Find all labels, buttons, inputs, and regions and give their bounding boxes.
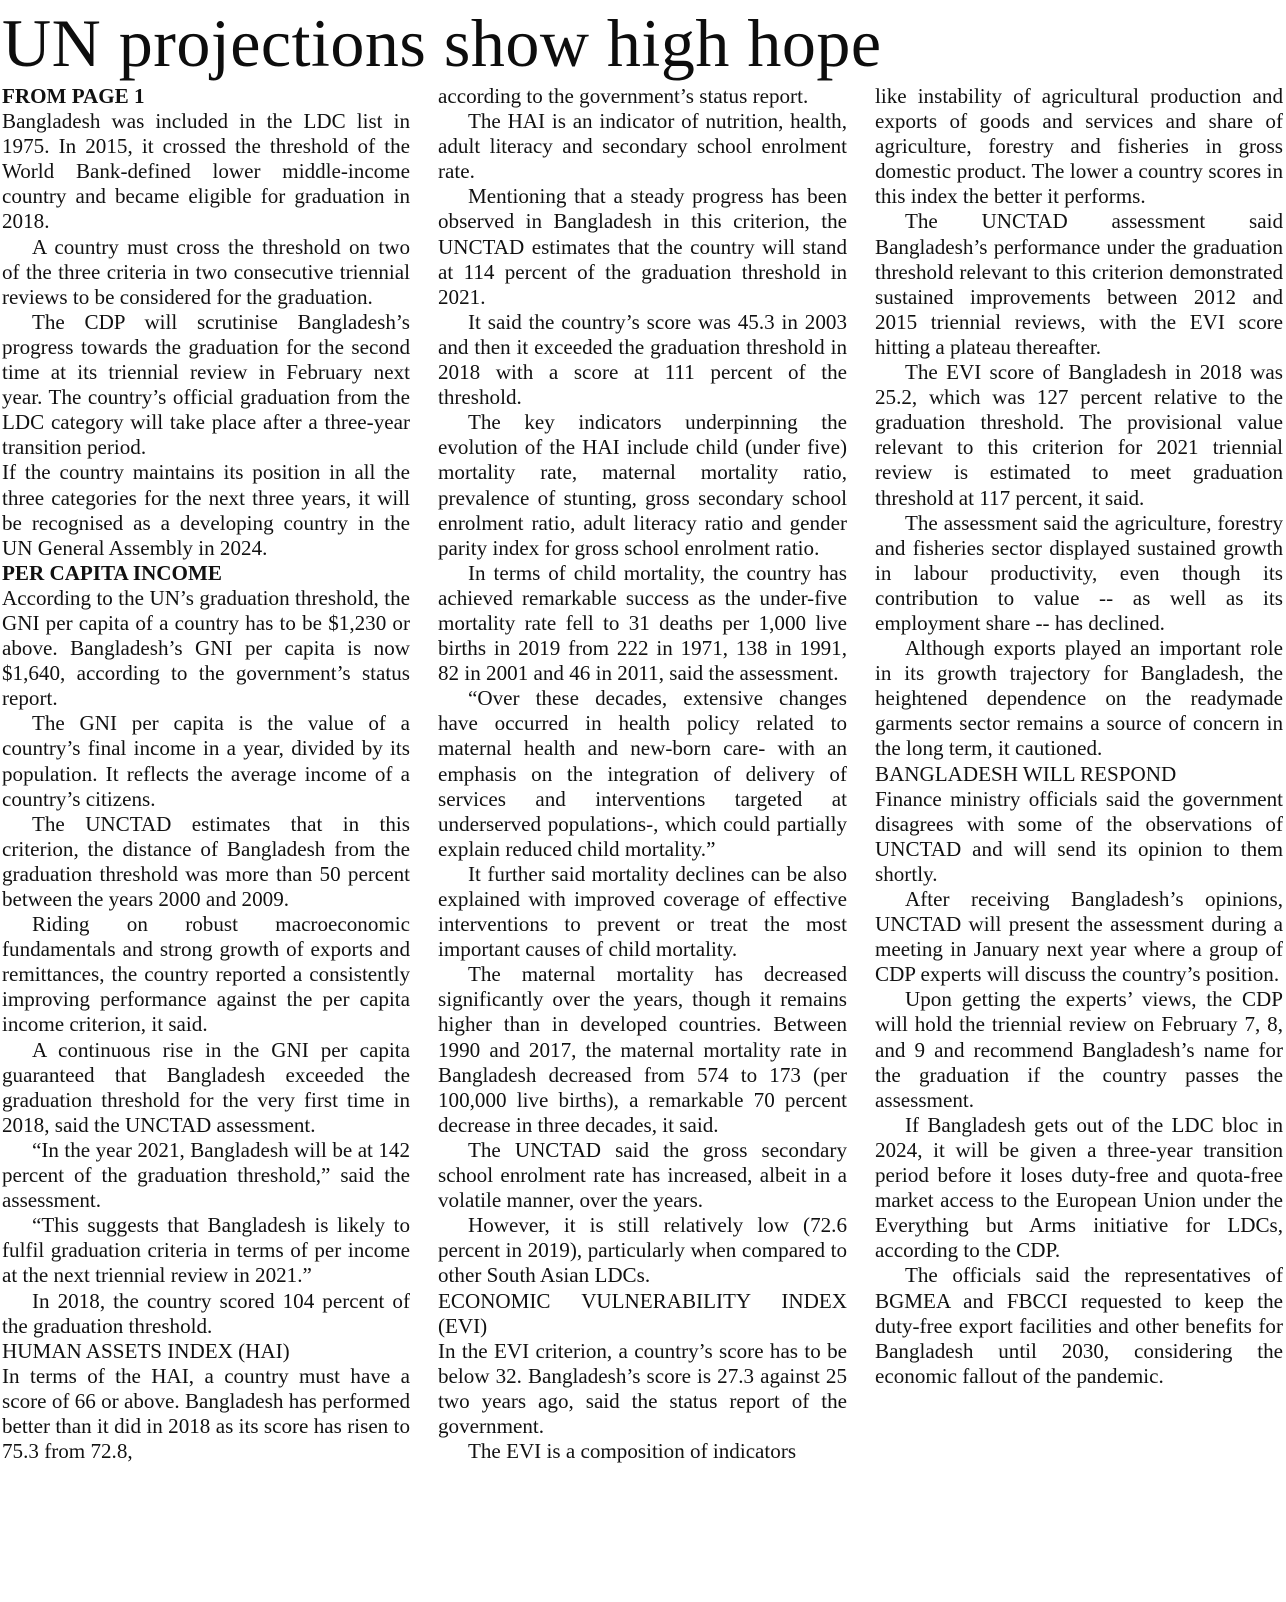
article-column-3 — [875, 84, 1283, 1602]
paragraph: Upon getting the experts’ views, the CDP will hold the triennial review on February 7, 8, and 9 and recommend Bangladesh’s name for the graduation if the country passes the assessment. — [875, 987, 1283, 1112]
headline: UN projections show high hope — [2, 5, 882, 81]
paragraph: Bangladesh was included in the LDC list in 1975. In 2015, it crossed the threshold of the World Bank-defined lower middle-income country and became eligible for graduation in 2018. — [2, 109, 410, 234]
paragraph: The assessment said the agriculture, forestry and fisheries sector displayed sustained growth in labour productivity, even though its contribution to value -- as well as its employment share -- has declined. — [875, 510, 1283, 635]
paragraph: The EVI score of Bangladesh in 2018 was 25.2, which was 127 percent relative to the graduation threshold. The provisional value relevant to this criterion for 2021 triennial review is estimated to meet graduation threshold at 117 percent, it said. — [875, 360, 1283, 510]
paragraph: The maternal mortality has decreased significantly over the years, though it remains higher than in developed countries. Between 1990 and 2017, the maternal mortality rate in Bangladesh decreased from 574 to 173 (per 100,000 live births), a remarkable 70 percent decrease in three decades, it said. — [438, 962, 847, 1137]
paragraph: A continuous rise in the GNI per capita guaranteed that Bangladesh exceeded the graduation threshold for the very first time in 2018, said the UNCTAD assessment. — [2, 1037, 410, 1137]
paragraph: The EVI is a composition of indicators — [468, 1439, 797, 1464]
paragraph: In terms of the HAI, a country must have a score of 66 or above. Bangladesh has performed better than it did in 2018 as its score has risen to 75.3 from 72.8, — [2, 1363, 410, 1464]
section-heading: BANGLADESH WILL RESPOND — [875, 761, 1177, 786]
paragraph: The HAI is an indicator of nutrition, health, adult literacy and secondary school enrolment rate. — [438, 109, 847, 184]
paragraph: It further said mortality declines can be also explained with improved coverage of effective interventions to prevent or treat the most important causes of child mortality. — [438, 861, 847, 962]
paragraph: The UNCTAD assessment said Bangladesh’s performance under the graduation threshold relevant to this criterion demonstrated sustained improvements between 2012 and 2015 triennial reviews, with the EVI score hitting a plateau thereafter. — [875, 209, 1283, 359]
paragraph: The CDP will scrutinise Bangladesh’s progress towards the graduation for the second time at its triennial review in February next year. The country’s official graduation from the LDC category will take place after a three-year transition period. — [2, 309, 410, 460]
paragraph: If Bangladesh gets out of the LDC bloc in 2024, it will be given a three-year transition period before it loses duty-free and quota-free market access to the European Union under the Everything but Arms initiative for LDCs, according to the CDP. — [875, 1112, 1283, 1263]
paragraph: A country must cross the threshold on two of the three criteria in two consecutive triennial reviews to be considered for the graduation. — [2, 234, 410, 309]
paragraph: In 2018, the country scored 104 percent of the graduation threshold. — [2, 1288, 410, 1338]
paragraph: Riding on robust macroeconomic fundamentals and strong growth of exports and remittances, the country reported a consistently improving performance against the per capita income criterion, it said. — [2, 912, 410, 1037]
paragraph: Finance ministry officials said the government disagrees with some of the observations of UNCTAD and will send its opinion to them shortly. — [875, 786, 1283, 886]
paragraph: The UNCTAD said the gross secondary school enrolment rate has increased, albeit in a volatile manner, over the years. — [438, 1137, 847, 1213]
section-heading: PER CAPITA INCOME — [2, 560, 222, 585]
paragraph: The GNI per capita is the value of a country’s final income in a year, divided by its population. It reflects the average income of a country’s citizens. — [2, 711, 410, 811]
paragraph: In terms of child mortality, the country has achieved remarkable success as the under-five mortality rate fell to 31 deaths per 1,000 live births in 2019 from 222 in 1971, 138 in 1991, 82 in 2001 and 46 in 2011, said the assessment. — [438, 560, 847, 686]
paragraph: Mentioning that a steady progress has been observed in Bangladesh in this criterion, the UNCTAD estimates that the country will stand at 114 percent of the graduation threshold in 2021. — [438, 184, 847, 309]
paragraph: “Over these decades, extensive changes have occurred in health policy related to maternal health and new-born care- with an emphasis on the integration of delivery of services and interventions targeted at underserved populations-, which could partially explain reduced child mortality.” — [438, 686, 847, 861]
paragraph: In the EVI criterion, a country’s score has to be below 32. Bangladesh’s score is 27.3 against 25 two years ago, said the status report of the government. — [438, 1338, 847, 1438]
paragraph: “In the year 2021, Bangladesh will be at 142 percent of the graduation threshold,” said the assessment. — [2, 1137, 410, 1213]
article-column-2 — [438, 84, 847, 1602]
article-column-1 — [2, 84, 410, 1602]
paragraph: The officials said the representatives of BGMEA and FBCCI requested to keep the duty-free export facilities and other benefits for Bangladesh until 2030, considering the economic fallout of the pandemic. — [875, 1263, 1283, 1388]
section-heading: ECONOMIC VULNERABILITY INDEX (EVI) — [438, 1288, 847, 1338]
section-heading: FROM PAGE 1 — [2, 84, 145, 108]
paragraph: After receiving Bangladesh’s opinions, UNCTAD will present the assessment during a meeting in January next year where a group of CDP experts will discuss the country’s position. — [875, 887, 1283, 987]
paragraph: The key indicators underpinning the evolution of the HAI include child (under five) mortality rate, maternal mortality ratio, prevalence of stunting, gross secondary school enrolment ratio, adult literacy ratio and gender parity index for gross school enrolment ratio. — [438, 410, 847, 560]
paragraph: It said the country’s score was 45.3 in 2003 and then it exceeded the graduation threshold in 2018 with a score at 111 percent of the threshold. — [438, 309, 847, 410]
paragraph: The UNCTAD estimates that in this criterion, the distance of Bangladesh from the graduation threshold was more than 50 percent between the years 2000 and 2009. — [2, 811, 410, 911]
paragraph: according to the government’s status report. — [438, 84, 809, 108]
paragraph: Although exports played an important role in its growth trajectory for Bangladesh, the heightened dependence on the readymade garments sector remains a source of concern in the long term, it cautioned. — [875, 636, 1283, 761]
paragraph: like instability of agricultural production and exports of goods and services and share of agriculture, forestry and fisheries in gross domestic product. The lower a country scores in this index the better it performs. — [875, 84, 1283, 209]
paragraph: However, it is still relatively low (72.6 percent in 2019), particularly when compared to other South Asian LDCs. — [438, 1213, 847, 1288]
section-heading: HUMAN ASSETS INDEX (HAI) — [2, 1338, 290, 1363]
paragraph: “This suggests that Bangladesh is likely to fulfil graduation criteria in terms of per income at the next triennial review in 2021.” — [2, 1213, 410, 1288]
paragraph: According to the UN’s graduation threshold, the GNI per capita of a country has to be $1,230 or above. Bangladesh’s GNI per capita is now $1,640, according to the government’s status report. — [2, 585, 410, 711]
paragraph: If the country maintains its position in all the three categories for the next three years, it will be recognised as a developing country in the UN General Assembly in 2024. — [2, 460, 410, 560]
